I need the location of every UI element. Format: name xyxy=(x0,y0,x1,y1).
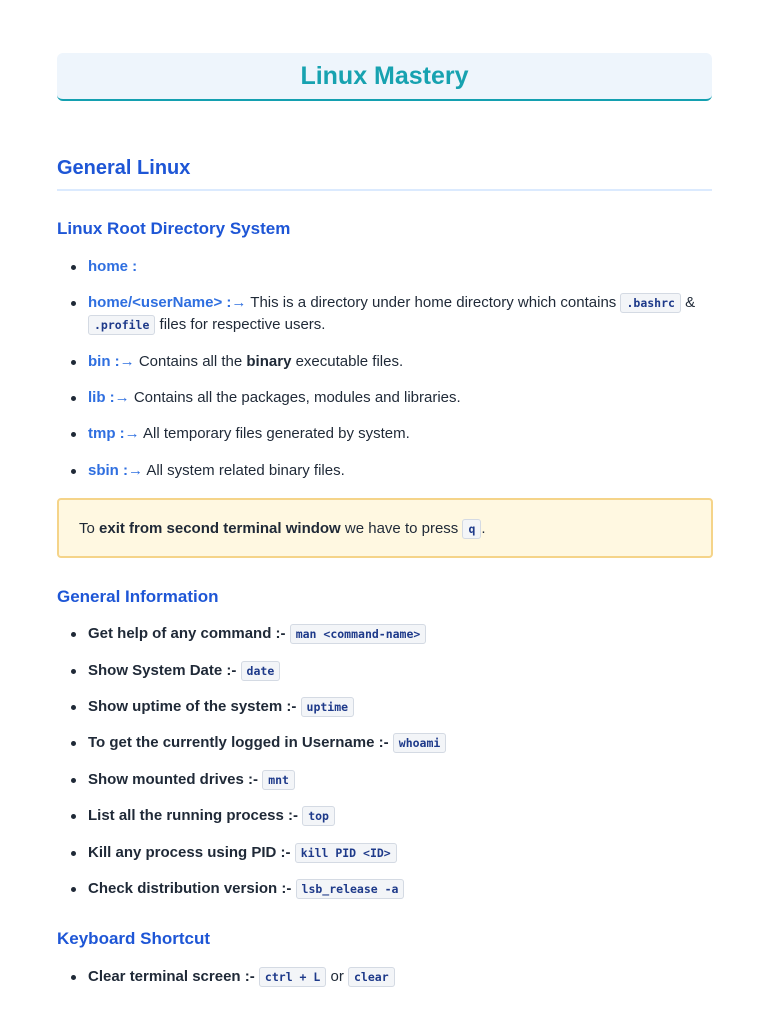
list-item: home/<userName> :→ This is a directory under home directory which contains .bashrc & .profile files for respective users. xyxy=(57,292,717,336)
inline-code: q xyxy=(462,519,481,539)
page-title: Linux Mastery xyxy=(300,61,469,90)
list-item: Show uptime of the system :- uptime xyxy=(57,696,717,718)
list-item: To get the currently logged in Username :- whoami xyxy=(57,732,717,754)
inline-code: kill PID <ID> xyxy=(295,843,397,863)
section-title: General Linux xyxy=(57,157,712,191)
keyboard-shortcut-heading: Keyboard Shortcut xyxy=(57,929,211,948)
inline-code: whoami xyxy=(393,733,447,753)
title-banner xyxy=(57,53,712,101)
list-item: lib :→ Contains all the packages, modules and libraries. xyxy=(57,387,717,409)
inline-code: lsb_release -a xyxy=(296,879,405,899)
note-box: To exit from second terminal window we have to press q . xyxy=(57,498,713,558)
inline-code: .profile xyxy=(88,315,155,335)
inline-code: clear xyxy=(348,967,395,987)
list-item: tmp :→ All temporary files generated by system. xyxy=(57,423,717,445)
inline-code: .bashrc xyxy=(620,293,680,313)
inline-code: man <command-name> xyxy=(290,624,427,644)
list-item: Show System Date :- date xyxy=(57,660,717,682)
root-directory-heading: Linux Root Directory System xyxy=(57,219,291,238)
inline-code: mnt xyxy=(262,770,295,790)
list-item: sbin :→ All system related binary files. xyxy=(57,460,717,482)
inline-code: date xyxy=(241,661,281,681)
inline-code: ctrl + L xyxy=(259,967,326,987)
inline-code: top xyxy=(302,806,335,826)
inline-code: uptime xyxy=(301,697,355,717)
list-item: Show mounted drives :- mnt xyxy=(57,769,717,791)
list-item: Check distribution version :- lsb_release -a xyxy=(57,878,717,900)
general-information-heading: General Information xyxy=(57,587,219,606)
list-item: Kill any process using PID :- kill PID <ID> xyxy=(57,842,717,864)
list-item: bin :→ Contains all the binary executable files. xyxy=(57,351,717,373)
list-item: home : xyxy=(57,256,717,278)
list-item: List all the running process :- top xyxy=(57,805,717,827)
list-item: Clear terminal screen :- ctrl + L or clear xyxy=(57,966,717,988)
list-item: Get help of any command :- man <command-name> xyxy=(57,623,717,645)
